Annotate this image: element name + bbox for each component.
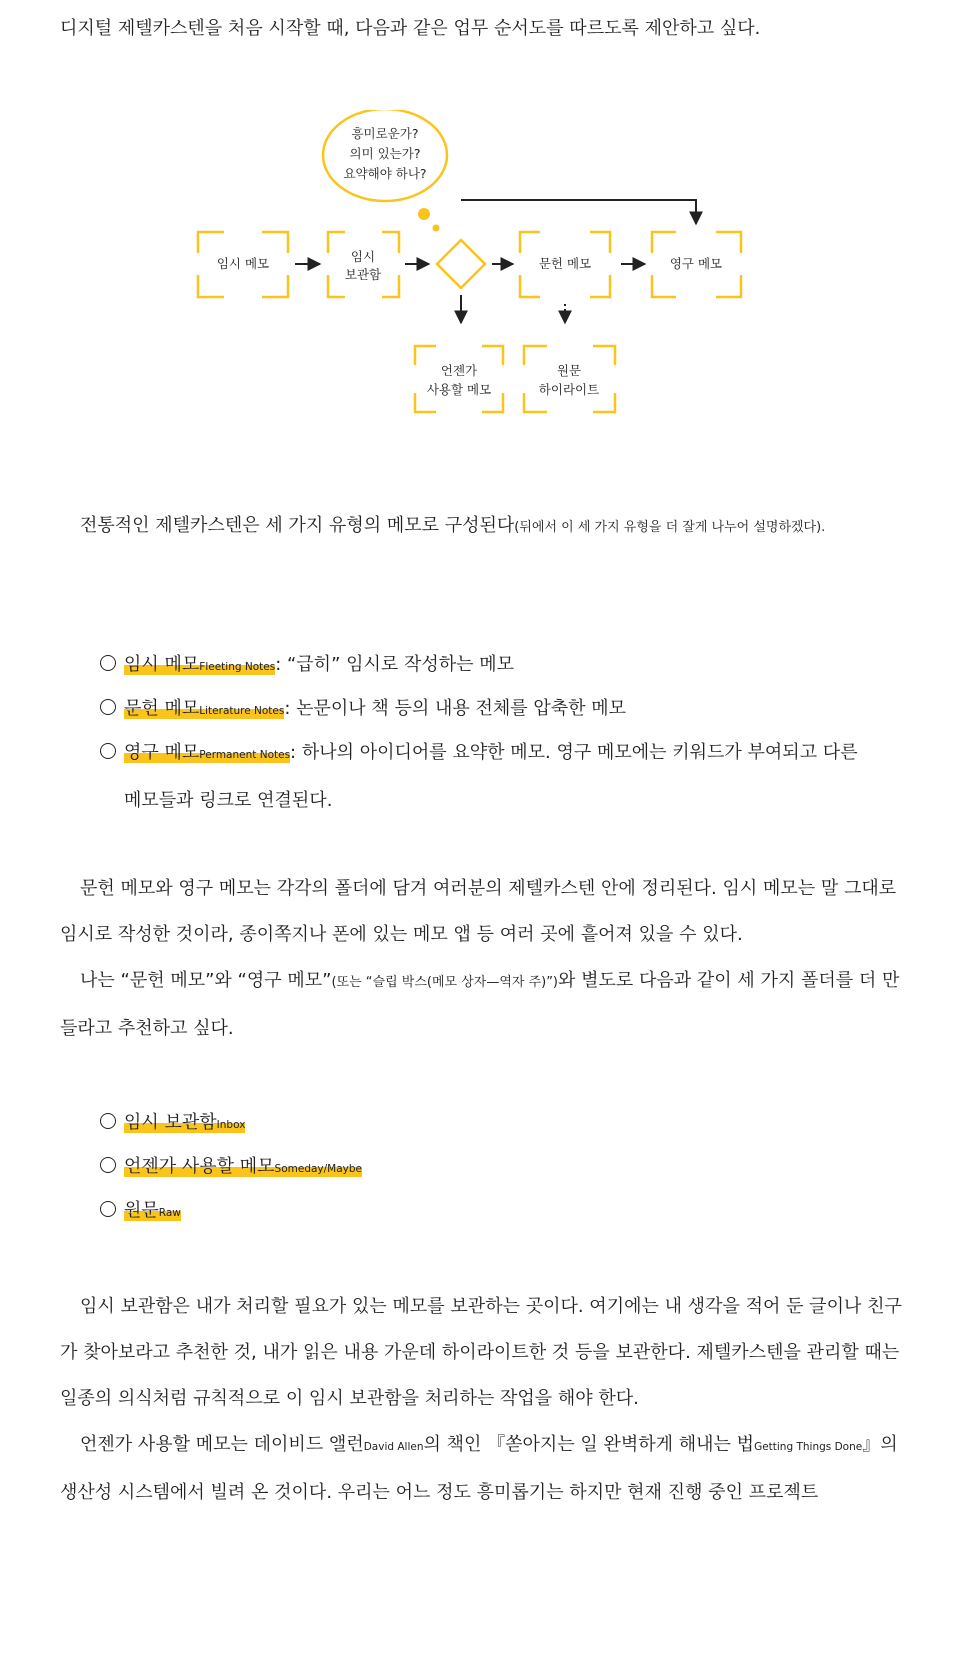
folder-raw: 원문Raw — [100, 1188, 908, 1236]
circle-bullet-icon — [100, 655, 116, 671]
paragraph-someday: 언젠가 사용할 메모는 데이비드 앨런David Allen의 책인 『쏟아지는 일 완벽하게 해내는 법Getting Things Done』의 생산성 시스템에서 빌려 온 것이다. 우리는 어느 정도 흥미롭기는 하지만 현재 진행 중인 프로젝트 — [60, 1434, 898, 1503]
box-fleeting: 임시 메모 — [216, 256, 270, 271]
box-raw-line1: 원문 — [556, 363, 582, 378]
thought-line-2: 의미 있는가? — [349, 146, 421, 161]
circle-bullet-icon — [100, 1157, 116, 1173]
box-permanent: 영구 메모 — [669, 256, 723, 271]
paragraph-recommend: 나는 “문헌 메모”와 “영구 메모”(또는 “슬립 박스(메모 상자—역자 주)”)와 별도로 다음과 같이 세 가지 폴더를 더 만들라고 추천하고 싶다. — [60, 970, 900, 1039]
circle-bullet-icon — [100, 1201, 116, 1217]
folder-inbox: 임시 보관함Inbox — [100, 1100, 908, 1148]
thought-line-1: 흥미로운가? — [351, 126, 419, 141]
box-raw-line2: 하이라이트 — [538, 382, 600, 397]
thought-bubble — [323, 110, 447, 232]
box-literature: 문헌 메모 — [538, 256, 592, 271]
list-item-fleeting: 임시 메모Fleeting Notes: “급히” 임시로 작성하는 메모 — [100, 642, 908, 690]
workflow-diagram — [0, 110, 968, 430]
box-inbox-line1: 임시 — [350, 249, 376, 264]
box-someday-line2: 사용할 메모 — [426, 382, 492, 397]
intro-paragraph: 디지털 제텔카스텐을 처음 시작할 때, 다음과 같은 업무 순서도를 따르도록 제안하고 싶다. — [60, 18, 761, 39]
thought-line-3: 요약해야 하나? — [343, 166, 427, 181]
circle-bullet-icon — [100, 699, 116, 715]
list-item-permanent: 영구 메모Permanent Notes: 하나의 아이디어를 요약한 메모. 영구 메모에는 키워드가 부여되고 다른 메모들과 링크로 연결된다. — [100, 730, 908, 824]
paragraph-note-types: 전통적인 제텔카스텐은 세 가지 유형의 메모로 구성된다(뒤에서 이 세 가지 유형을 더 잘게 나누어 설명하겠다). — [80, 515, 826, 536]
paragraph-inbox: 임시 보관함은 내가 처리할 필요가 있는 메모를 보관하는 곳이다. 여기에는 내 생각을 적어 둔 글이나 친구가 찾아보라고 추천한 것, 내가 읽은 내용 가운데 하이라이트한 것 등을 보관한다. 제텔카스텐을 관리할 때는 일종의 의식처럼 규칙적으로 이 임시 보관함을 처리하는 작업을 해야 한다. — [60, 1296, 902, 1409]
circle-bullet-icon — [100, 743, 116, 759]
list-item-literature: 문헌 메모Literature Notes: 논문이나 책 등의 내용 전체를 압축한 메모 — [100, 686, 908, 734]
box-someday-line1: 언젠가 — [440, 363, 478, 378]
folder-someday: 언젠가 사용할 메모Someday/Maybe — [100, 1144, 908, 1192]
circle-bullet-icon — [100, 1113, 116, 1129]
paragraph-folders-intro: 문헌 메모와 영구 메모는 각각의 폴더에 담겨 여러분의 제텔카스텐 안에 정리된다. 임시 메모는 말 그대로 임시로 작성한 것이라, 종이쪽지나 폰에 있는 메모 앱 등 여러 곳에 흩어져 있을 수 있다. — [60, 878, 897, 945]
box-inbox-line2: 보관함 — [344, 267, 382, 282]
